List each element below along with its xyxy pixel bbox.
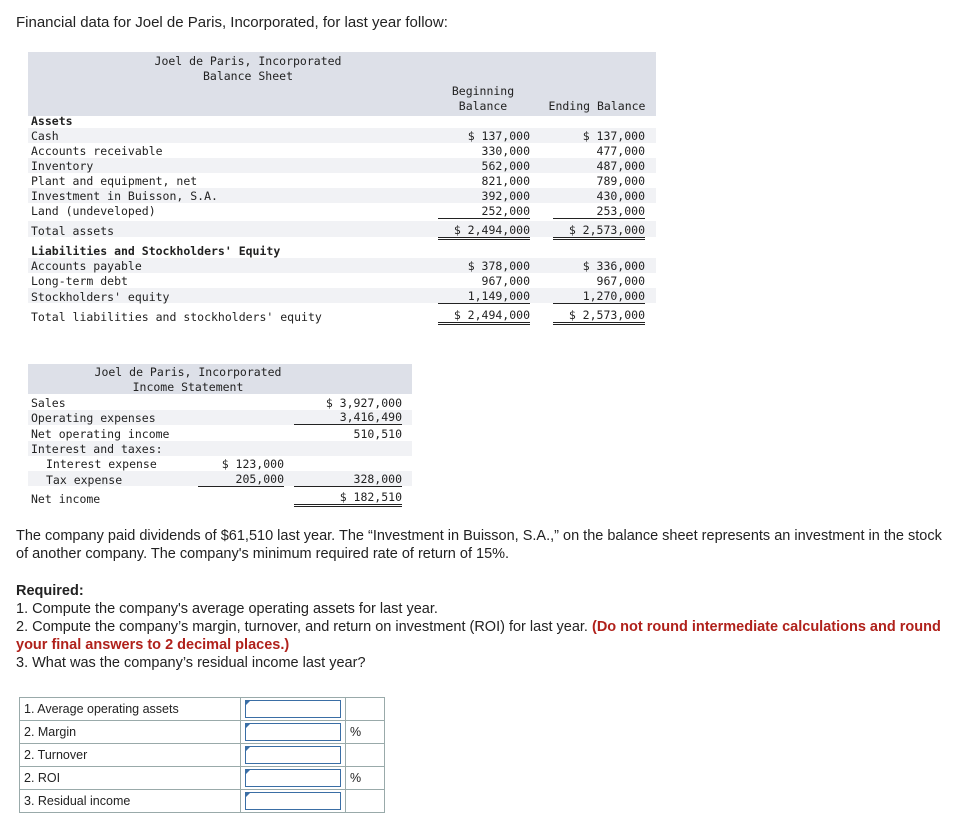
row-end: 967,000 bbox=[596, 274, 645, 288]
net-label: Net income bbox=[31, 492, 101, 506]
row-label: Stockholders' equity bbox=[31, 290, 170, 304]
answer-label: 2. ROI bbox=[20, 767, 241, 790]
tax-value: 205,000 bbox=[198, 472, 284, 487]
assets-header: Assets bbox=[31, 114, 73, 128]
row-end: 253,000 bbox=[553, 204, 645, 219]
col-begin-2: Balance bbox=[458, 99, 508, 113]
answer-label: 2. Turnover bbox=[20, 744, 241, 767]
question-2 bbox=[16, 618, 961, 654]
row-begin: 967,000 bbox=[481, 274, 530, 288]
requirements bbox=[16, 582, 961, 672]
total-liab-begin: $ 2,494,000 bbox=[438, 308, 530, 325]
is-title: Income Statement bbox=[132, 380, 244, 394]
interest-value: $ 123,000 bbox=[221, 457, 284, 471]
answer-row bbox=[20, 767, 385, 790]
row-begin: $ 137,000 bbox=[467, 129, 530, 143]
liab-header: Liabilities and Stockholders' Equity bbox=[31, 244, 281, 258]
row-label: Land (undeveloped) bbox=[31, 204, 156, 218]
required-heading: Required: bbox=[16, 583, 84, 599]
row-label: Plant and equipment, net bbox=[31, 174, 198, 188]
residual-income-input[interactable] bbox=[245, 792, 341, 810]
answer-unit: % bbox=[346, 721, 385, 744]
row-begin: 1,149,000 bbox=[438, 289, 530, 304]
bs-title: Balance Sheet bbox=[202, 69, 293, 83]
answer-row bbox=[20, 744, 385, 767]
average-operating-assets-input[interactable] bbox=[245, 700, 341, 718]
row-label: Inventory bbox=[31, 159, 94, 173]
balance-sheet bbox=[28, 52, 656, 330]
total-assets-begin: $ 2,494,000 bbox=[438, 223, 530, 240]
sales-label: Sales bbox=[31, 396, 66, 410]
row-begin: 330,000 bbox=[481, 144, 530, 158]
row-label: Investment in Buisson, S.A. bbox=[31, 189, 218, 203]
tax-total: 328,000 bbox=[294, 472, 402, 487]
row-label: Accounts receivable bbox=[31, 144, 163, 158]
roi-input[interactable] bbox=[245, 769, 341, 787]
interest-label: Interest expense bbox=[46, 457, 157, 471]
narrative-paragraph: The company paid dividends of $61,510 last year. The “Investment in Buisson, S.A.,” on the balance sheet represents an investment in the stock of another company. The company's minimum required rate of return of 15%. bbox=[16, 528, 942, 562]
answer-table bbox=[19, 697, 385, 813]
row-label: Long-term debt bbox=[31, 274, 128, 288]
row-label: Cash bbox=[31, 129, 59, 143]
row-end: 1,270,000 bbox=[553, 289, 645, 304]
row-begin: $ 378,000 bbox=[467, 259, 530, 273]
noi-value: 510,510 bbox=[353, 427, 402, 441]
answer-cell bbox=[241, 721, 346, 744]
row-begin: 252,000 bbox=[438, 204, 530, 219]
answer-label: 1. Average operating assets bbox=[20, 698, 241, 721]
row-end: $ 336,000 bbox=[582, 259, 645, 273]
answer-unit: % bbox=[346, 767, 385, 790]
opex-label: Operating expenses bbox=[31, 411, 156, 425]
answer-cell bbox=[241, 698, 346, 721]
answer-unit bbox=[346, 744, 385, 767]
question-1: 1. Compute the company's average operating assets for last year. bbox=[16, 601, 438, 617]
opex-value: 3,416,490 bbox=[294, 410, 402, 425]
net-value: $ 182,510 bbox=[294, 490, 402, 507]
total-liab-label: Total liabilities and stockholders' equity bbox=[31, 310, 322, 324]
noi-label: Net operating income bbox=[31, 427, 170, 441]
row-begin: 562,000 bbox=[481, 159, 530, 173]
income-statement bbox=[28, 364, 412, 510]
total-liab-end: $ 2,573,000 bbox=[553, 308, 645, 325]
row-end: 430,000 bbox=[596, 189, 645, 203]
answer-label: 3. Residual income bbox=[20, 790, 241, 813]
row-end: $ 137,000 bbox=[582, 129, 645, 143]
question-2-text: 2. Compute the company’s margin, turnover, and return on investment (ROI) for last year. bbox=[16, 619, 588, 635]
answer-row bbox=[20, 790, 385, 813]
total-assets-label: Total assets bbox=[31, 224, 115, 238]
row-begin: 392,000 bbox=[481, 189, 530, 203]
total-assets-end: $ 2,573,000 bbox=[553, 223, 645, 240]
answer-label: 2. Margin bbox=[20, 721, 241, 744]
is-company: Joel de Paris, Incorporated bbox=[94, 365, 282, 379]
row-end: 477,000 bbox=[596, 144, 645, 158]
answer-unit bbox=[346, 698, 385, 721]
question-2-note: (Do not round intermediate calculations and round your final answers to 2 decimal places.) bbox=[16, 619, 941, 653]
answer-unit bbox=[346, 790, 385, 813]
turnover-input[interactable] bbox=[245, 746, 341, 764]
answer-cell bbox=[241, 744, 346, 767]
sales-value: $ 3,927,000 bbox=[325, 396, 402, 410]
intro-text: Financial data for Joel de Paris, Incorporated, for last year follow: bbox=[16, 14, 448, 31]
margin-input[interactable] bbox=[245, 723, 341, 741]
row-begin: 821,000 bbox=[481, 174, 530, 188]
row-end: 789,000 bbox=[596, 174, 645, 188]
answer-cell bbox=[241, 790, 346, 813]
row-end: 487,000 bbox=[596, 159, 645, 173]
question-3: 3. What was the company’s residual income last year? bbox=[16, 655, 366, 671]
answer-cell bbox=[241, 767, 346, 790]
bs-company: Joel de Paris, Incorporated bbox=[154, 54, 342, 68]
answer-row bbox=[20, 721, 385, 744]
row-label: Accounts payable bbox=[31, 259, 142, 273]
answer-row bbox=[20, 698, 385, 721]
col-begin-1: Beginning bbox=[451, 84, 515, 98]
it-header: Interest and taxes: bbox=[31, 442, 163, 456]
col-end: Ending Balance bbox=[548, 99, 646, 113]
tax-label: Tax expense bbox=[46, 473, 123, 487]
